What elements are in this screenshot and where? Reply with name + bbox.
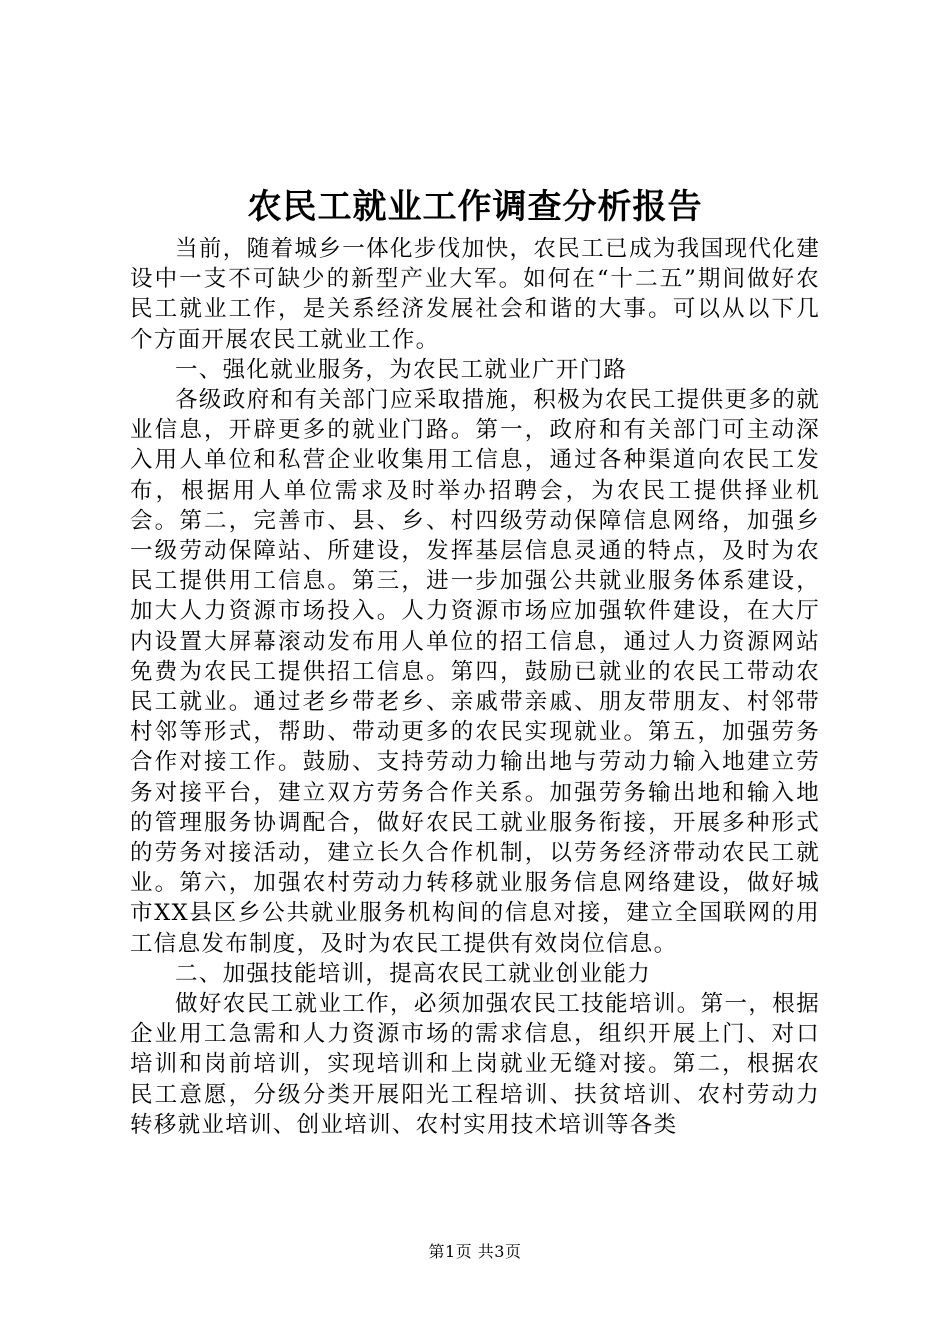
section-heading-1: 一、强化就业服务，为农民工就业广开门路: [175, 356, 628, 383]
section-1-paragraph: 各级政府和有关部门应采取措施，积极为农民工提供更多的就业信息，开辟更多的就业门路。第一，政府和有关部门可主动深入用人单位和私营企业收集用工信息，通过各种渠道向农民工发布，根据用人单位需求及时举办招聘会，为农民工提供择业机会。第二，完善市、县、乡、村四级劳动保障信息网络，加强乡一级劳动保障站、所建设，发挥基层信息灵通的特点，及时为农民工提供用工信息。第三，进一步加强公共就业服务体系建设，加大人力资源市场投入。人力资源市场应加强软件建设，在大厅内设置大屏幕滚动发布用人单位的招工信息，通过人力资源网站免费为农民工提供招工信息。第四，鼓励已就业的农民工带动农民工就业。通过老乡带老乡、亲戚带亲戚、朋友带朋友、村邻带村邻等形式，帮助、带动更多的农民实现就业。第五，加强劳务合作对接工作。鼓励、支持劳动力输出地与劳动力输入地建立劳务对接平台，建立双方劳务合作关系。加强劳务输出地和输入地的管理服务协调配合，做好农民工就业服务衔接，开展多种形式的劳务对接活动，建立长久合作机制，以劳务经济带动农民工就业。第六，加强农村劳动力转移就业服务信息网络建设，做好城市XX县区乡公共就业服务机构间的信息对接，建立全国联网的用工信息发布制度，及时为农民工提供有效岗位信息。: [130, 387, 820, 957]
document-title: 农民工就业工作调查分析报告: [247, 187, 703, 227]
document-body: [130, 234, 820, 1140]
page-footer: 第1页 共3页: [428, 1242, 522, 1261]
intro-paragraph: 当前，随着城乡一体化步伐加快，农民工已成为我国现代化建设中一支不可缺少的新型产业大军。如何在“十二五”期间做好农民工就业工作，是关系经济发展社会和谐的大事。可以从以下几个方面开展农民工就业工作。: [130, 236, 820, 353]
section-2-paragraph: 做好农民工就业工作，必须加强农民工技能培训。第一，根据企业用工急需和人力资源市场的需求信息，组织开展上门、对口培训和岗前培训，实现培训和上岗就业无缝对接。第二，根据农民工意愿，分级分类开展阳光工程培训、扶贫培训、农村劳动力转移就业培训、创业培训、农村实用技术培训等各类: [130, 991, 820, 1138]
section-heading-2: 二、加强技能培训，提高农民工就业创业能力: [175, 960, 652, 987]
